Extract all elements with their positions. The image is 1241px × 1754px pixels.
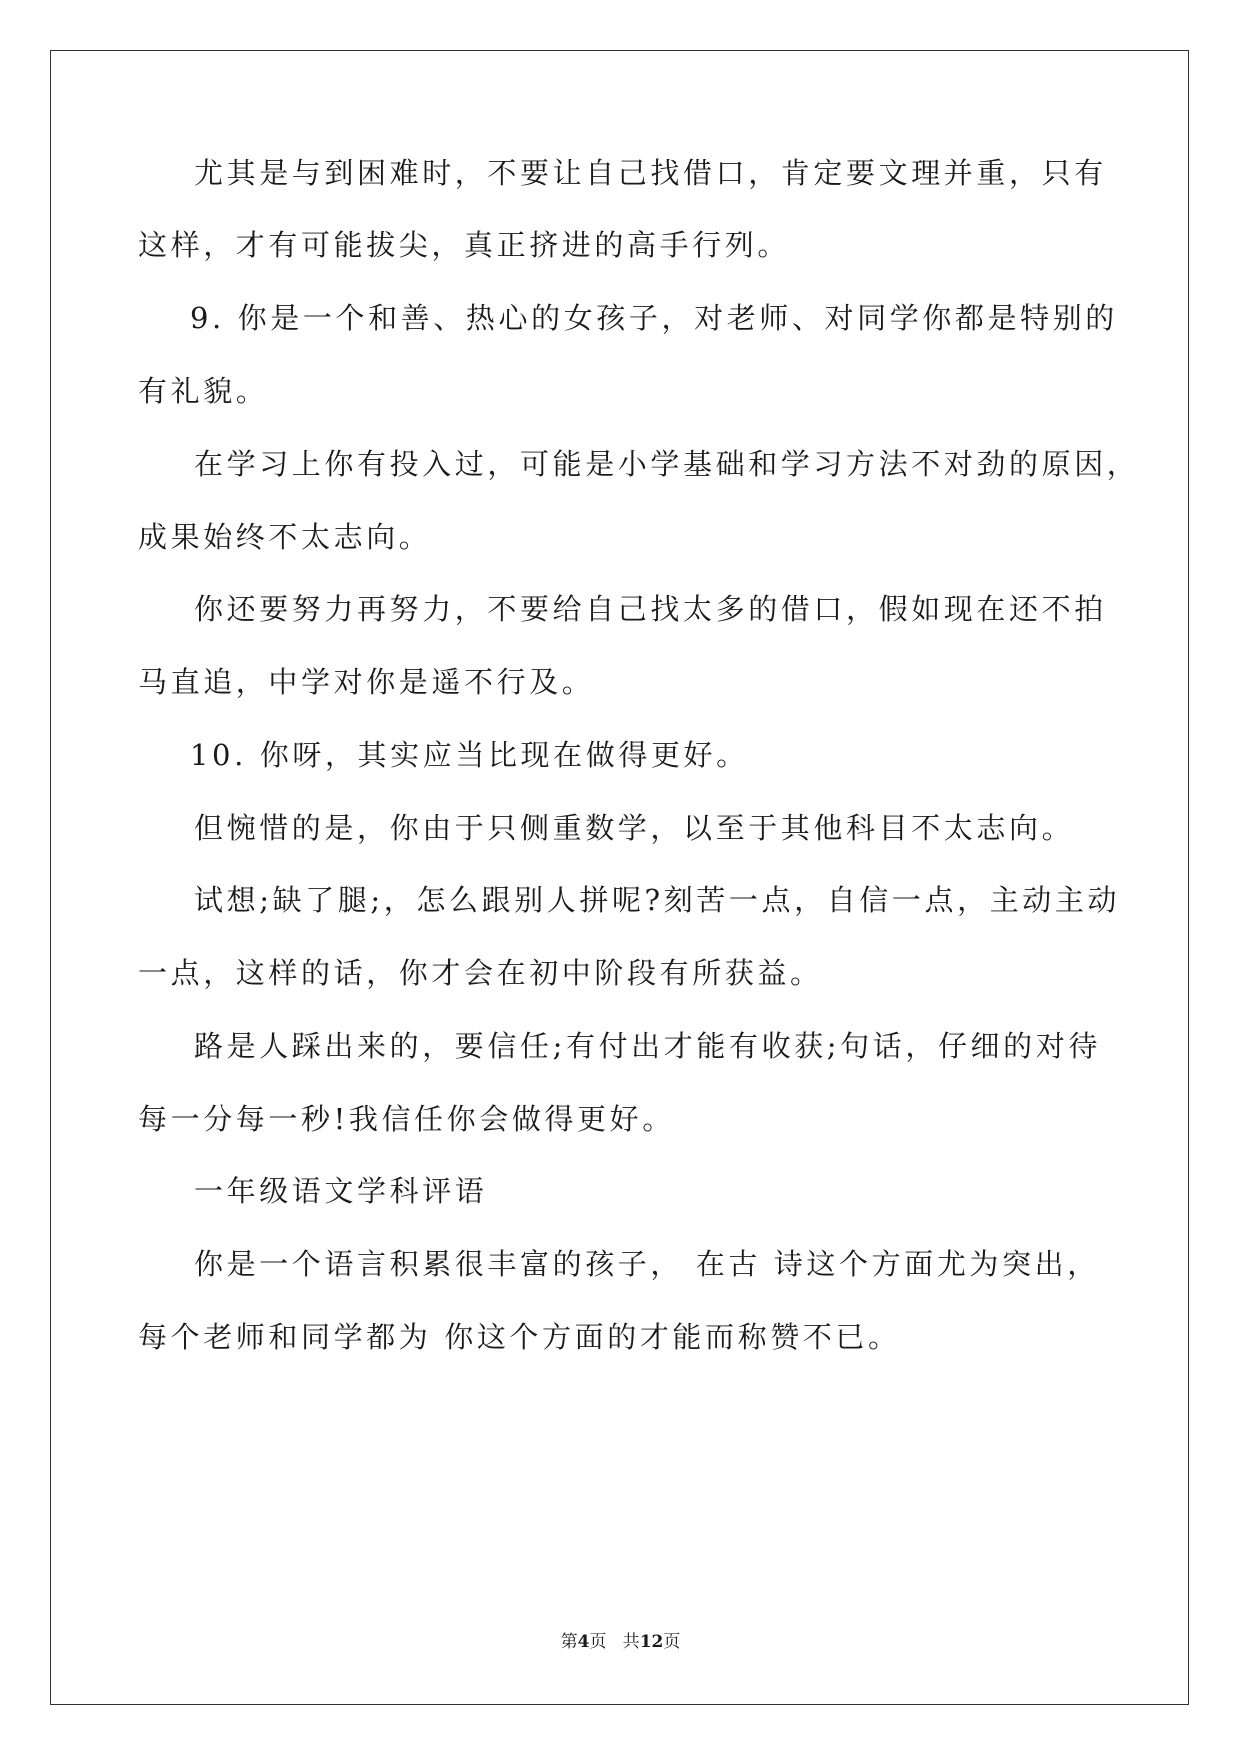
text-line-6: 成果始终不太志向。 <box>138 520 432 554</box>
page-border <box>50 50 1189 1705</box>
section-heading: 一年级语文学科评语 <box>194 1174 488 1208</box>
text-line-14: 每一分每一秒!我信任你会做得更好。 <box>138 1102 675 1136</box>
footer-total-suffix: 页 <box>663 1632 681 1652</box>
footer-page-number: 4 <box>577 1632 590 1652</box>
footer-total-pages: 12 <box>639 1632 664 1652</box>
page-footer <box>0 1631 1241 1653</box>
text-line-17: 每个老师和同学都为 你这个方面的才能而称赞不已。 <box>138 1320 901 1354</box>
text-line-7: 你还要努力再努力，不要给自己找太多的借口，假如现在还不拍 <box>194 592 1107 626</box>
footer-page-suffix: 页 共 <box>589 1632 640 1652</box>
text-line-16: 你是一个语言积累很丰富的孩子， 在古 诗这个方面尤为突出， <box>194 1247 1100 1281</box>
text-line-2: 这样，才有可能拔尖，真正挤进的高手行列。 <box>138 228 791 262</box>
text-line-13: 路是人踩出来的，要信任;有付出才能有收获;句话，仔细的对待 <box>194 1029 1101 1063</box>
text-line-12: 一点，这样的话，你才会在初中阶段有所获益。 <box>138 956 823 990</box>
text-line-8: 马直追，中学对你是遥不行及。 <box>138 665 595 699</box>
text-line-3: 9. 你是一个和善、热心的女孩子，对老师、对同学你都是特别的 <box>190 301 1118 335</box>
text-line-11: 试想;缺了腿;，怎么跟别人拼呢?刻苦一点，自信一点，主动主动 <box>194 883 1121 917</box>
text-line-9: 10. 你呀，其实应当比现在做得更好。 <box>190 738 749 772</box>
text-line-1: 尤其是与到困难时，不要让自己找借口，肯定要文理并重，只有 <box>194 156 1107 190</box>
text-line-10: 但惋惜的是，你由于只侧重数学，以至于其他科目不太志向。 <box>194 811 1075 845</box>
footer-page-prefix: 第 <box>560 1632 578 1652</box>
text-line-5: 在学习上你有投入过，可能是小学基础和学习方法不对劲的原因， <box>194 447 1140 481</box>
text-line-4: 有礼貌。 <box>138 374 269 408</box>
